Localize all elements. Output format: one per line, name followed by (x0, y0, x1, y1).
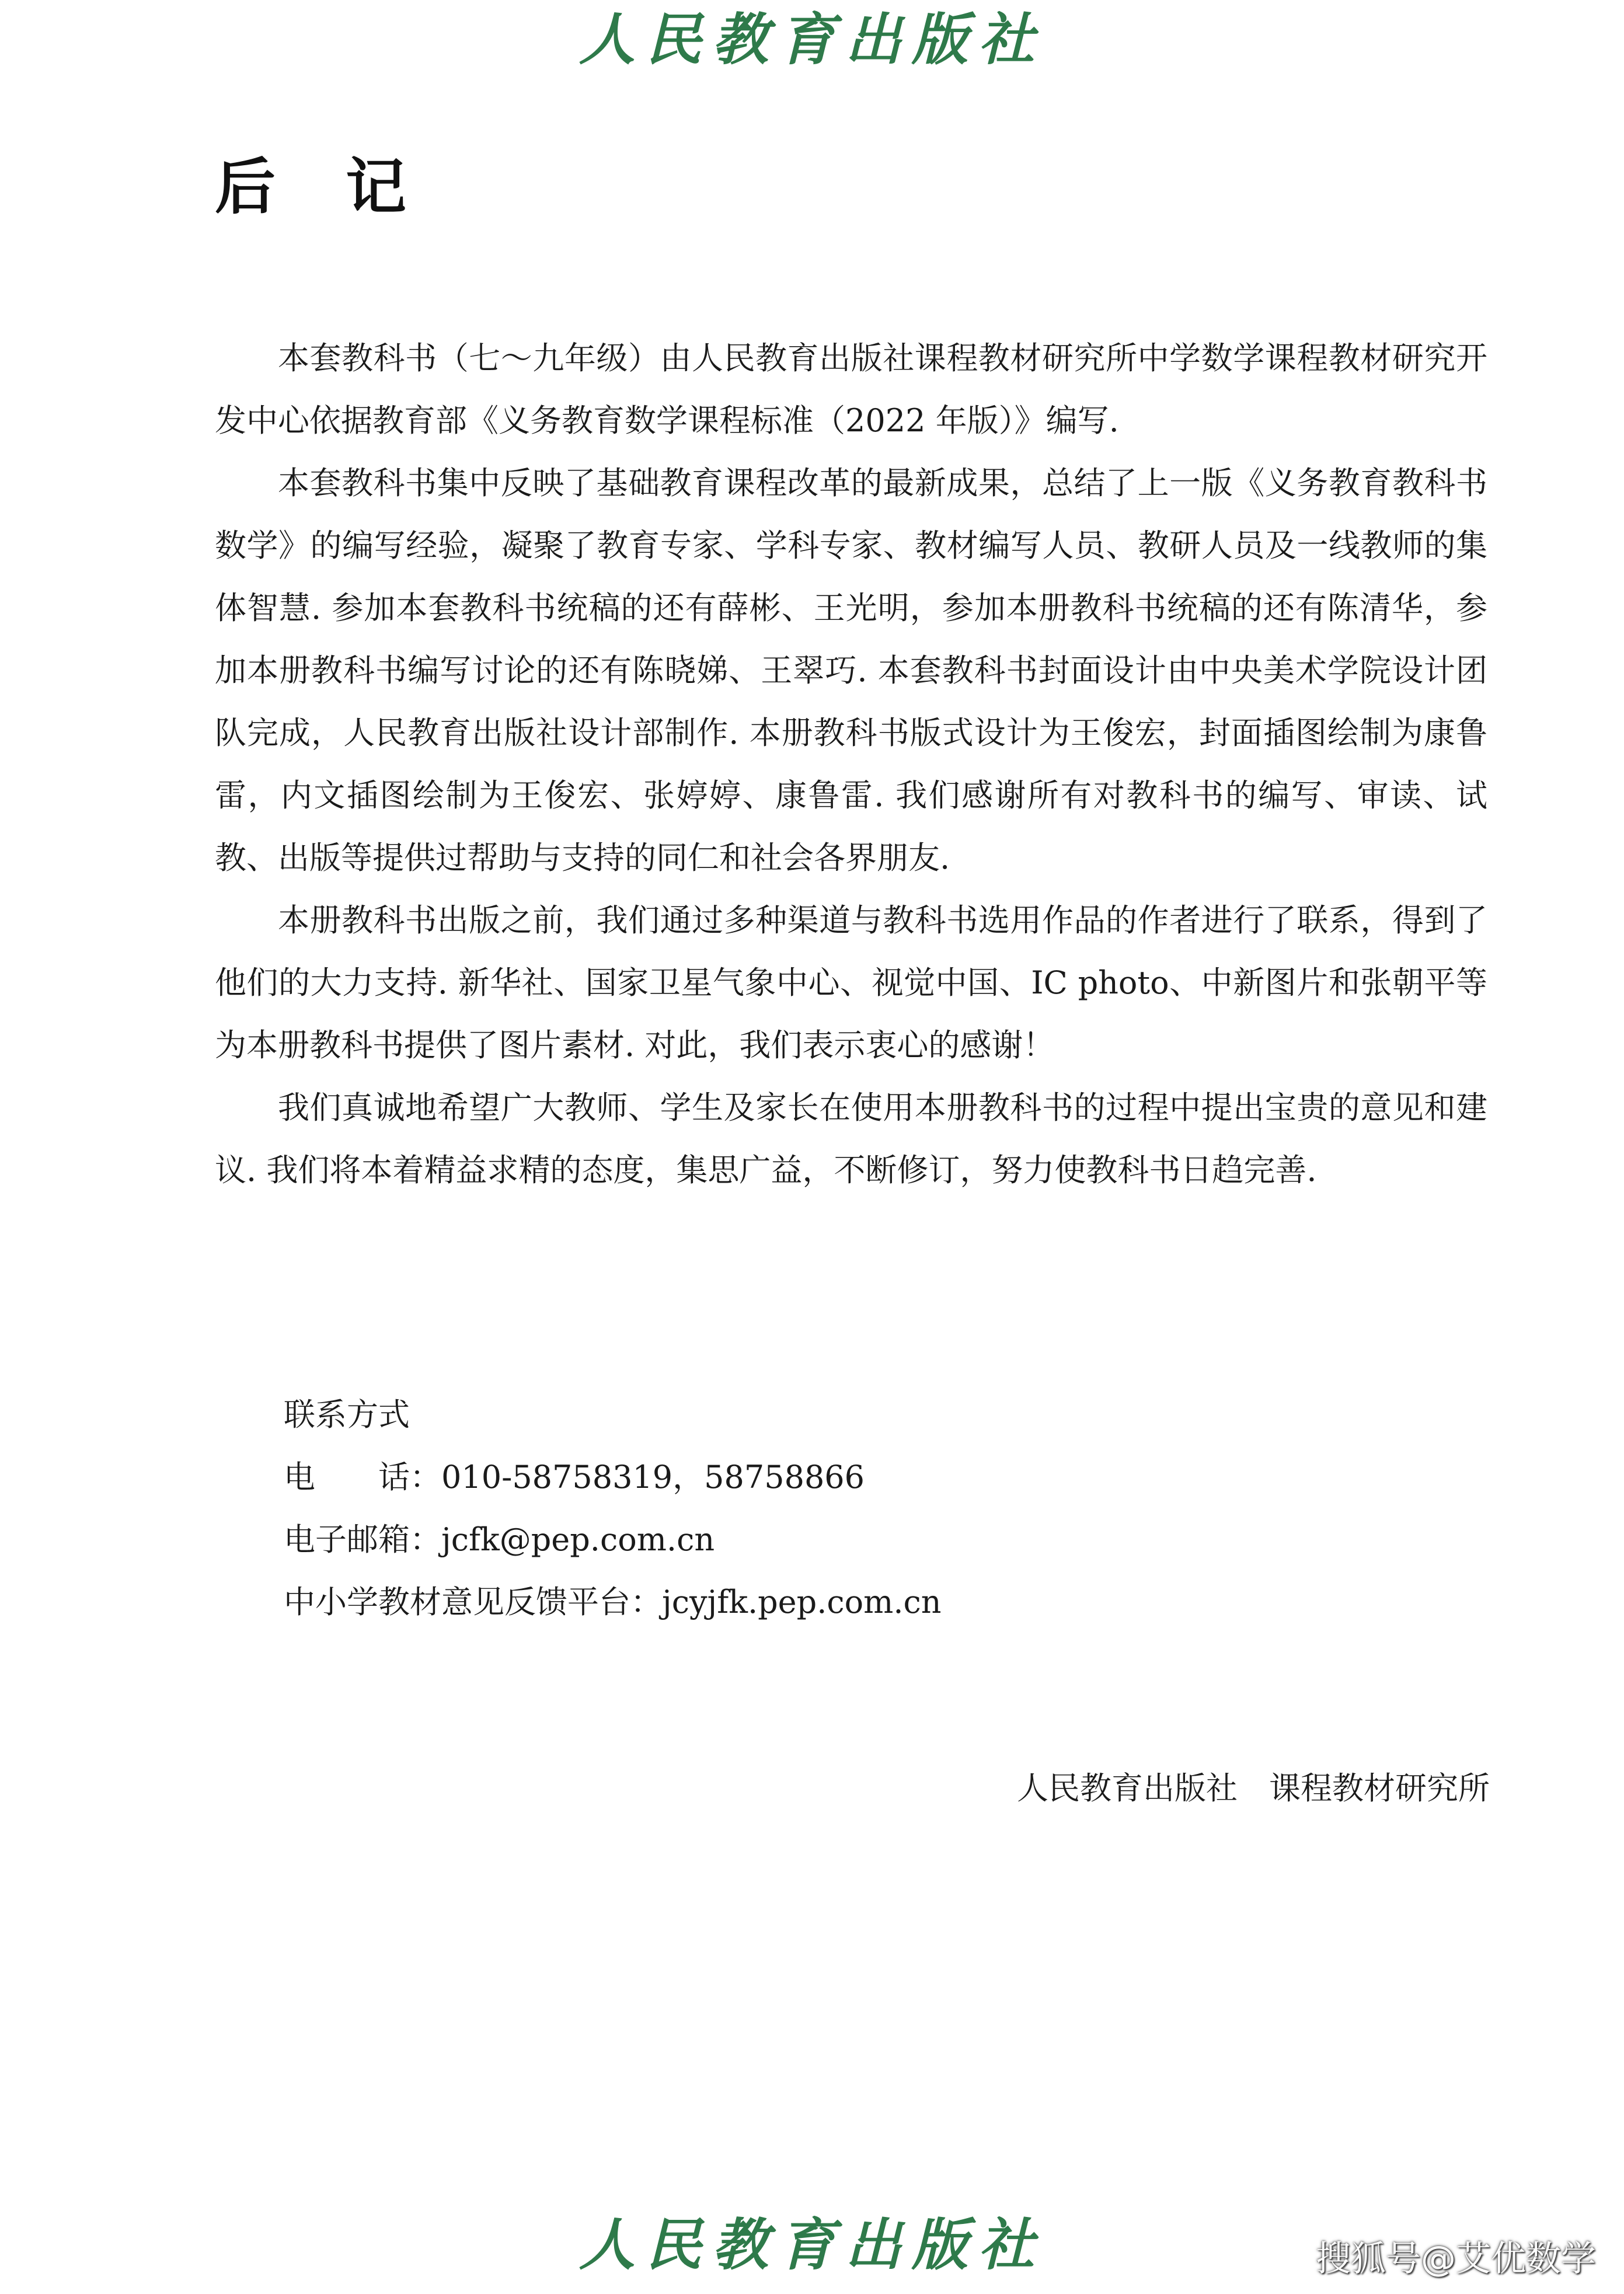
contact-heading: 联系方式 (284, 1396, 410, 1433)
paragraph-2: 本套教科书集中反映了基础教育课程改革的最新成果，总结了上一版《义务教育教科书 数学》的编写经验，凝聚了教育专家、学科专家、教材编写人员、教研人员及一线教师的集体智慧. 参加本套教科书统稿的还有薛彬、王光明，参加本册教科书统稿的还有陈清华，参加本册教科书编写讨论的还有陈晓娣、王翠巧. 本套教科书封面设计由中央美术学院设计团队完成，人民教育出版社设计部制作. 本册教科书版式设计为王俊宏，封面插图绘制为康鲁雷，内文插图绘制为王俊宏、张婷婷、康鲁雷. 我们感谢所有对教科书的编写、审读、试教、出版等提供过帮助与支持的同仁和社会各界朋友. (215, 465, 1519, 876)
contact-section (284, 1383, 942, 1633)
signature: 人民教育出版社 课程教材研究所 (1017, 1770, 1490, 1807)
publisher-logo-bottom: 人民教育出版社 (579, 2212, 1045, 2278)
afterword-body (215, 327, 1519, 1201)
page-title: 后 记 (215, 151, 412, 222)
paragraph-3: 本册教科书出版之前，我们通过多种渠道与教科书选用作品的作者进行了联系，得到了他们的大力支持. 新华社、国家卫星气象中心、视觉中国、IC photo、中新图片和张朝平等为本册教科书提供了图片素材. 对此，我们表示衷心的感谢！ (215, 902, 1487, 1064)
contact-phone: 电 话：010-58758319，58758866 (284, 1459, 865, 1495)
watermark: 搜狐号@艾优数学 (1316, 2239, 1596, 2279)
contact-email: 电子邮箱：jcfk@pep.com.cn (284, 1521, 715, 1558)
paragraph-4: 我们真诚地希望广大教师、学生及家长在使用本册教科书的过程中提出宝贵的意见和建议. 我们将本着精益求精的态度，集思广益，不断修订，努力使教科书日趋完善. (215, 1089, 1487, 1188)
contact-feedback-platform: 中小学教材意见反馈平台：jcyjfk.pep.com.cn (284, 1584, 942, 1620)
publisher-logo-top: 人民教育出版社 (579, 6, 1045, 72)
paragraph-1: 本套教科书（七～九年级）由人民教育出版社课程教材研究所中学数学课程教材研究开发中心依据教育部《义务教育数学课程标准（2022 年版）》编写. (215, 340, 1487, 439)
